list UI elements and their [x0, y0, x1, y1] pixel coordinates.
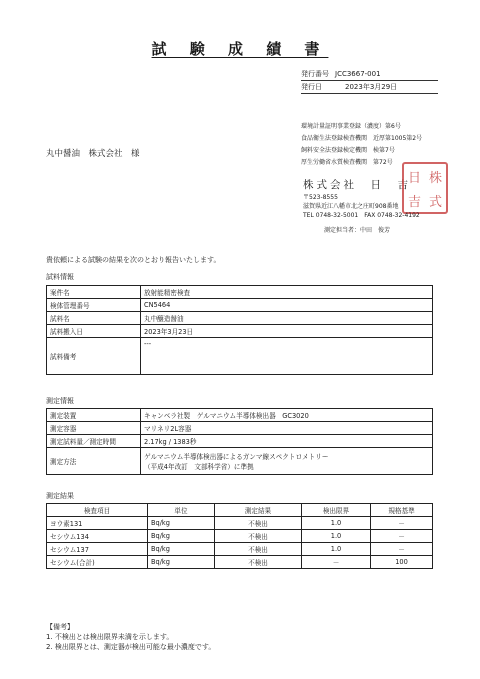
- certification-item: 厚生労働省水質検査機関 第72号: [301, 159, 393, 166]
- cell-item: セシウム(合計): [47, 556, 148, 569]
- company-tel-fax: TEL 0748-32-5001 FAX 0748-32-4192: [303, 212, 420, 219]
- issue-number-value: JCC3667-001: [335, 70, 381, 78]
- row-label: 測定装置: [47, 409, 141, 422]
- column-header: 規格基準: [371, 504, 433, 517]
- table-row: [47, 543, 433, 556]
- row-label: 測定容器: [47, 422, 141, 435]
- row-value: キャンベラ社製 ゲルマニウム半導体検出器 GC3020: [141, 409, 433, 422]
- company-name: 株式会社 日 吉: [303, 179, 411, 191]
- issue-date-label: 発行日: [301, 83, 322, 91]
- company-postal: 〒523-8555: [303, 194, 338, 201]
- cell-result: 不検出: [215, 543, 302, 556]
- row-label: 測定方法: [47, 448, 141, 475]
- cell-limit: 1.0: [302, 517, 371, 530]
- certification-item: 飼料安全法登録検定機関 検第7号: [301, 147, 395, 154]
- cell-unit: Bq/kg: [148, 517, 215, 530]
- seal-char: 日: [407, 170, 421, 186]
- certification-item: 食品衛生法登録検査機関 近厚第1005第2号: [301, 135, 423, 142]
- seal-char: 株: [428, 170, 442, 186]
- cell-item: セシウム137: [47, 543, 148, 556]
- cell-limit: 1.0: [302, 530, 371, 543]
- method-line-2: （平成4年改訂 文部科学省）に準拠: [144, 463, 254, 471]
- results-table: [46, 503, 433, 569]
- cell-standard: －: [371, 517, 433, 530]
- row-value: 放射能精密検査: [141, 286, 433, 299]
- row-label: 検体管理番号: [47, 299, 141, 312]
- row-value: マリネリ2L容器: [141, 422, 433, 435]
- issue-number-label: 発行番号: [301, 70, 329, 78]
- client-name: 丸中醤油 株式会社 様: [46, 149, 140, 159]
- cell-result: 不検出: [215, 556, 302, 569]
- cell-standard: 100: [371, 556, 433, 569]
- measurement-handler: 測定担当者：中田 俊芳: [324, 227, 391, 234]
- certification-item: 環境計量証明事業登録（濃度）第6号: [301, 123, 401, 130]
- table-row: [47, 530, 433, 543]
- table-row: [47, 312, 433, 325]
- row-value: [141, 448, 433, 475]
- row-value: 丸中醸造醤油: [141, 312, 433, 325]
- seal-char: 吉: [407, 194, 421, 210]
- table-row: [47, 556, 433, 569]
- sample-section-heading: 試料情報: [46, 273, 74, 281]
- cell-unit: Bq/kg: [148, 530, 215, 543]
- table-row: [47, 422, 433, 435]
- note-item: 2. 検出限界とは、測定器が検出可能な最小濃度です。: [46, 643, 216, 651]
- cell-limit: 1.0: [302, 543, 371, 556]
- table-row: [47, 517, 433, 530]
- column-header: 単位: [148, 504, 215, 517]
- cell-item: セシウム134: [47, 530, 148, 543]
- company-address: 滋賀県近江八幡市北之庄町908番地: [303, 203, 399, 210]
- cell-item: ヨウ素131: [47, 517, 148, 530]
- company-address-block: [303, 193, 420, 220]
- issue-info: [301, 68, 438, 94]
- issue-number-row: [301, 68, 438, 81]
- column-header: 検査項目: [47, 504, 148, 517]
- row-value: CN5464: [141, 299, 433, 312]
- results-section-heading: 測定結果: [46, 492, 74, 500]
- row-value: 2023年3月23日: [141, 325, 433, 338]
- document-title: 試 験 成 績 書: [151, 40, 329, 58]
- measure-info-table: [46, 408, 433, 475]
- seal-char: 式: [428, 194, 442, 210]
- issue-date-value: 2023年3月29日: [345, 83, 398, 91]
- row-label: 試料名: [47, 312, 141, 325]
- row-label: 測定試料量／測定時間: [47, 435, 141, 448]
- issue-date-row: [301, 81, 438, 94]
- cell-result: 不検出: [215, 517, 302, 530]
- table-row: [47, 448, 433, 475]
- table-row: [47, 435, 433, 448]
- notes-block: [46, 622, 215, 652]
- table-row: [47, 325, 433, 338]
- intro-text: 貴依頼による試験の結果を次のとおり報告いたします。: [46, 256, 221, 264]
- sample-info-table: [46, 285, 433, 375]
- cell-standard: －: [371, 543, 433, 556]
- note-item: 1. 不検出とは検出限界未満を示します。: [46, 633, 174, 641]
- cell-unit: Bq/kg: [148, 543, 215, 556]
- row-value: ---: [141, 338, 433, 375]
- table-header-row: [47, 504, 433, 517]
- cell-standard: －: [371, 530, 433, 543]
- table-row: [47, 409, 433, 422]
- cell-unit: Bq/kg: [148, 556, 215, 569]
- table-row: [47, 299, 433, 312]
- cell-result: 不検出: [215, 530, 302, 543]
- row-label: 試料搬入日: [47, 325, 141, 338]
- row-label: 試料備考: [47, 338, 141, 375]
- table-row: [47, 286, 433, 299]
- column-header: 検出限界: [302, 504, 371, 517]
- table-row: [47, 338, 433, 375]
- measure-section-heading: 測定情報: [46, 397, 74, 405]
- row-value: 2.17kg / 1383秒: [141, 435, 433, 448]
- cell-limit: －: [302, 556, 371, 569]
- row-label: 案件名: [47, 286, 141, 299]
- column-header: 測定結果: [215, 504, 302, 517]
- method-line-1: ゲルマニウム半導体検出器によるガンマ線スペクトロメトリー: [144, 453, 329, 461]
- notes-heading: 【備考】: [46, 623, 74, 631]
